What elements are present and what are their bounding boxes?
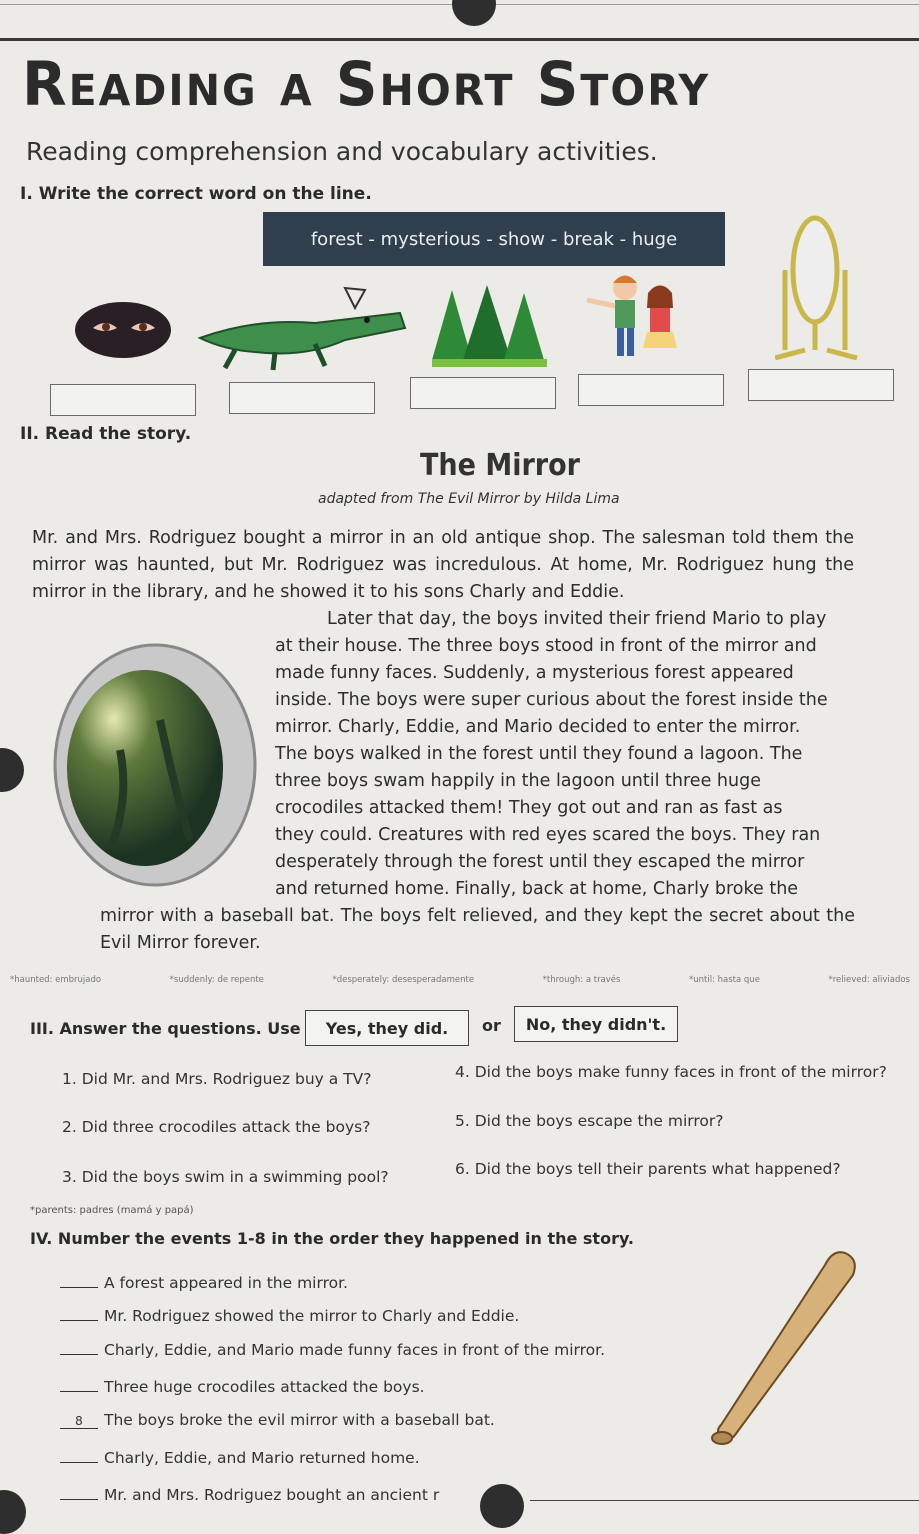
mysterious-eyes-picture — [75, 300, 175, 360]
answer-box-1[interactable] — [50, 384, 196, 416]
story-line-8: crocodiles attacked them! They got out and ran as fast as — [275, 798, 783, 818]
parents-note: *parents: padres (mamá y papá) — [30, 1205, 194, 1216]
gloss-relieved: *relieved: aliviados — [828, 975, 910, 985]
story-line-10: desperately through the forest until they escaped the mirror — [275, 852, 805, 872]
event-number-blank[interactable] — [60, 1462, 98, 1463]
story-line-7: three boys swam happily in the lagoon until three huge — [275, 771, 761, 791]
standing-mirror-picture — [775, 210, 865, 370]
gloss-desperately: *desperately: desesperadamente — [332, 975, 475, 985]
section1-heading: I. Write the correct word on the line. — [20, 184, 372, 204]
story-title: The Mirror — [420, 448, 580, 483]
bottom-rule — [530, 1500, 919, 1501]
event-number-blank[interactable] — [60, 1287, 98, 1288]
gloss-haunted: *haunted: embrujado — [10, 975, 102, 985]
event-text: Charly, Eddie, and Mario made funny faces in front of the mirror. — [104, 1341, 605, 1359]
haunted-mirror-picture — [50, 640, 260, 890]
baseball-bat-picture — [705, 1245, 865, 1455]
event-text: A forest appeared in the mirror. — [104, 1274, 348, 1292]
binder-hole-top — [452, 0, 496, 26]
question-5: 5. Did the boys escape the mirror? — [455, 1112, 724, 1130]
answer-box-3[interactable] — [410, 377, 556, 409]
event-number-blank[interactable] — [60, 1499, 98, 1500]
page-title: Reading a Short Story — [22, 48, 711, 120]
option-no-box: No, they didn't. — [514, 1006, 678, 1042]
event-text: The boys broke the evil mirror with a baseball bat. — [104, 1411, 495, 1429]
word-bank: forest - mysterious - show - break - huge — [263, 212, 725, 266]
page-subtitle: Reading comprehension and vocabulary activities. — [26, 137, 658, 166]
section2-heading: II. Read the story. — [20, 424, 192, 444]
question-3: 3. Did the boys swim in a swimming pool? — [62, 1168, 389, 1186]
story-line-11: and returned home. Finally, back at home, Charly broke the — [275, 879, 799, 899]
section4-heading: IV. Number the events 1-8 in the order they happened in the story. — [30, 1229, 634, 1248]
story-line-6: The boys walked in the forest until they found a lagoon. The — [275, 744, 803, 764]
event-row-1 — [60, 1274, 348, 1292]
event-text: Mr. and Mrs. Rodriguez bought an ancient r — [104, 1486, 440, 1504]
question-4: 4. Did the boys make funny faces in front of the mirror? — [455, 1063, 887, 1081]
crocodile-picture — [195, 278, 410, 373]
forest-picture — [432, 285, 547, 367]
story-line-1: Later that day, the boys invited their friend Mario to play — [327, 609, 827, 629]
event-text: Mr. Rodriguez showed the mirror to Charly and Eddie. — [104, 1307, 520, 1325]
story-paragraph-1: Mr. and Mrs. Rodriguez bought a mirror in an old antique shop. The salesman told them the mirror was haunted, but Mr. Rodriguez was incredulous. At home, Mr. Rodriguez hung the mirror in the library, and he showed it to his sons Charly and Eddie. — [32, 528, 854, 602]
story-line-9: they could. Creatures with red eyes scared the boys. They ran — [275, 825, 821, 845]
event-text: Charly, Eddie, and Mario returned home. — [104, 1449, 420, 1467]
event-row-2 — [60, 1307, 519, 1325]
question-2: 2. Did three crocodiles attack the boys? — [62, 1118, 371, 1136]
event-row-6 — [60, 1449, 420, 1467]
gloss-suddenly: *suddenly: de repente — [169, 975, 264, 985]
story-paragraph-2 — [275, 606, 853, 903]
question-6: 6. Did the boys tell their parents what happened? — [455, 1160, 841, 1178]
story-credit: adapted from The Evil Mirror by Hilda Lima — [318, 491, 620, 507]
answer-box-5[interactable] — [748, 369, 894, 401]
story-line-2: at their house. The three boys stood in front of the mirror and — [275, 636, 817, 656]
answer-box-4[interactable] — [578, 374, 724, 406]
story-line-3: made funny faces. Suddenly, a mysterious forest appeared — [275, 663, 794, 683]
event-text: Three huge crocodiles attacked the boys. — [104, 1378, 425, 1396]
event-row-5 — [60, 1411, 495, 1429]
story-line-4: inside. The boys were super curious about the forest inside the — [275, 690, 828, 710]
event-row-3 — [60, 1341, 605, 1359]
kids-showing-picture — [585, 268, 695, 368]
binder-hole-bottom-left — [0, 1490, 26, 1534]
event-row-7 — [60, 1486, 439, 1504]
glossary — [10, 975, 910, 985]
gloss-until: *until: hasta que — [689, 975, 760, 985]
event-number-blank[interactable] — [60, 1320, 98, 1321]
event-number-blank[interactable] — [60, 1354, 98, 1355]
or-label: or — [482, 1016, 501, 1035]
top-rule — [0, 38, 919, 41]
binder-hole-left — [0, 748, 24, 792]
binder-hole-bottom — [480, 1484, 524, 1528]
question-1: 1. Did Mr. and Mrs. Rodriguez buy a TV? — [62, 1070, 372, 1088]
story-line-5: mirror. Charly, Eddie, and Mario decided to enter the mirror. — [275, 717, 801, 737]
event-number-blank[interactable] — [60, 1391, 98, 1392]
option-yes-box: Yes, they did. — [305, 1010, 469, 1046]
event-row-4 — [60, 1378, 425, 1396]
gloss-through: *through: a través — [542, 975, 621, 985]
section3-heading: III. Answer the questions. Use — [30, 1019, 301, 1038]
event-number-blank[interactable]: 8 — [60, 1414, 98, 1429]
story-paragraph-2-end: mirror with a baseball bat. The boys felt relieved, and they kept the secret about the Evil Mirror forever. — [100, 906, 855, 953]
answer-box-2[interactable] — [229, 382, 375, 414]
